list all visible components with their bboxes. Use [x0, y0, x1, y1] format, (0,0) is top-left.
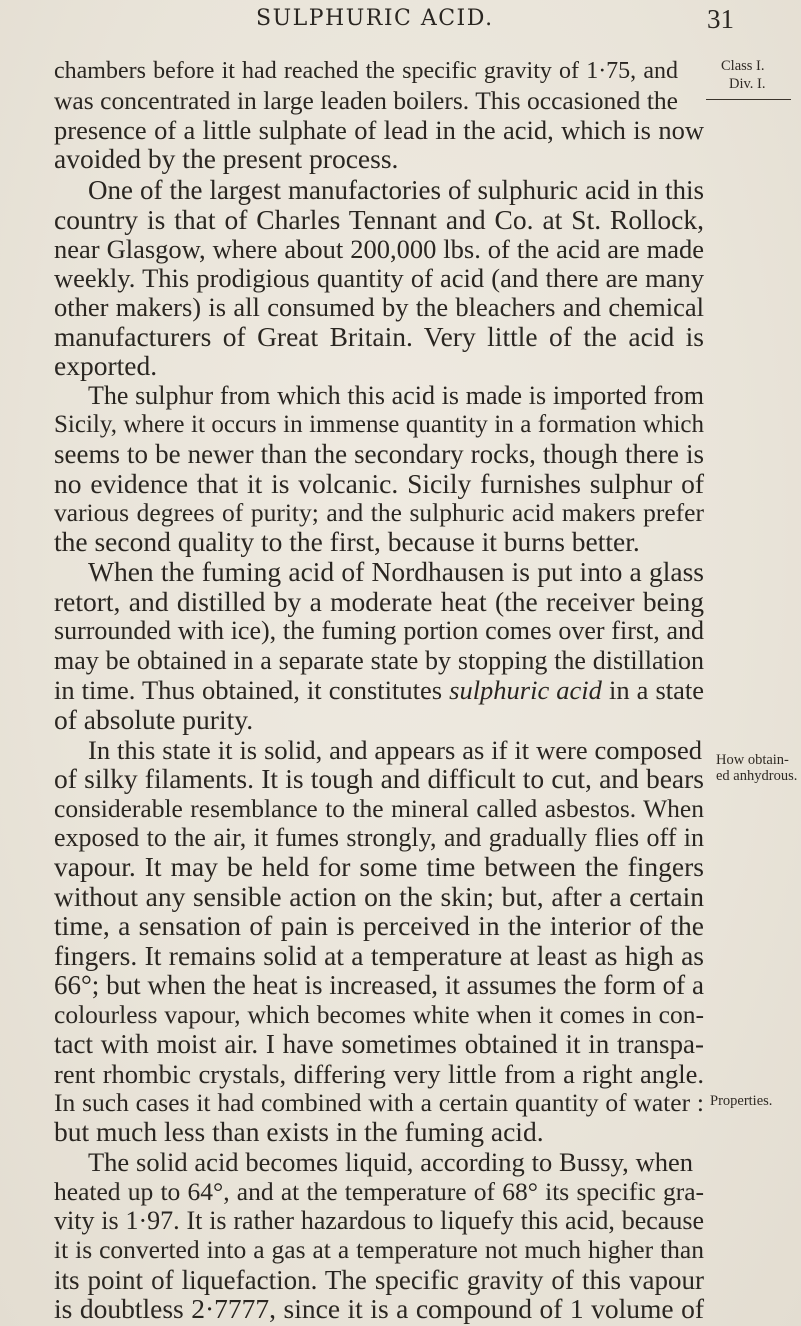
text-line — [54, 1059, 704, 1089]
text-line — [54, 764, 704, 794]
text-line — [54, 1000, 704, 1030]
text-line-content: manufacturers of Great Britain. Very little of the acid is — [54, 321, 704, 352]
margin-rule — [706, 99, 791, 100]
text-line-content: tact with moist air. I have sometimes obtained it in transpa- — [54, 1029, 704, 1059]
text-line — [54, 469, 704, 499]
text-line-content: its point of liquefaction. The specific gravity of this vapour — [54, 1265, 704, 1295]
text-line-content: retort, and distilled by a moderate heat (the receiver being — [54, 586, 704, 617]
text-line-content: When the fuming acid of Nordhausen is put into a glass — [88, 556, 704, 587]
text-line — [54, 1088, 704, 1118]
text-line-content: In this state it is solid, and appears as if it were composed — [88, 735, 702, 765]
text-line — [54, 205, 704, 235]
text-line — [54, 941, 704, 971]
text-line — [88, 175, 704, 205]
text-line-content: fingers. It remains solid at a temperature at least as high as — [54, 940, 704, 971]
running-title: SULPHURIC ACID. — [256, 6, 494, 31]
margin-note-class: Class I. — [721, 58, 765, 74]
text-line — [54, 616, 704, 646]
text-line — [88, 557, 704, 587]
text-line — [54, 439, 704, 469]
text-line-content: One of the largest manufactories of sulphuric acid in this — [88, 175, 704, 205]
text-line — [54, 794, 704, 824]
margin-note-properties: Properties. — [710, 1093, 773, 1109]
text-line — [54, 527, 640, 557]
text-line-content: surrounded with ice), the fuming portion comes over first, and — [54, 616, 704, 645]
text-line-content: in time. Thus obtained, it constitutes — [54, 675, 443, 705]
text-line-content: the second quality to the first, because it burns better. — [54, 526, 640, 557]
text-line-content: heated up to 64°, and at the temperature of 68° its specific gra- — [54, 1177, 704, 1206]
text-line-content: In such cases it had combined with a certain quantity of water : — [54, 1088, 704, 1117]
text-line-content: rent rhombic crystals, differing very little from a right angle. — [54, 1059, 704, 1089]
text-line — [54, 1235, 704, 1265]
text-line-content: of silky filaments. It is tough and difficult to cut, and bears — [54, 763, 704, 794]
text-line — [54, 646, 704, 676]
text-line-content: presence of a little sulphate of lead in the acid, which is now — [54, 115, 704, 145]
italic-term: sulphuric acid — [449, 675, 602, 705]
text-line — [54, 587, 704, 617]
text-line-content: near Glasgow, where about 200,000 lbs. of the acid are made — [54, 234, 704, 264]
text-line — [54, 1294, 704, 1324]
text-line — [54, 498, 704, 528]
text-line — [54, 115, 704, 145]
text-line — [54, 322, 704, 352]
text-line — [54, 823, 704, 853]
text-line-content: exported. — [54, 350, 158, 381]
text-line-content: Sicily, where it occurs in immense quantity in a formation which — [54, 411, 704, 438]
text-line-content: other makers) is all consumed by the bleachers and chemical — [54, 292, 704, 322]
text-line-content: seems to be newer than the secondary rocks, though there is — [54, 439, 704, 469]
text-line-content: without any sensible action on the skin; but, after a certain — [54, 881, 704, 912]
text-line — [54, 911, 704, 941]
text-line — [54, 1029, 704, 1059]
text-line-content: time, a sensation of pain is perceived in the interior of the — [54, 910, 704, 941]
text-line — [54, 675, 704, 705]
text-line — [88, 381, 704, 411]
text-line — [54, 882, 704, 912]
text-line-content: of absolute purity. — [54, 704, 254, 735]
text-line-content: but much less than exists in the fuming acid. — [54, 1116, 544, 1147]
text-line — [54, 1265, 704, 1295]
text-line-content: was concentrated in large leaden boilers. This occasioned the — [54, 86, 678, 115]
text-line — [54, 56, 678, 86]
text-line-content: considerable resemblance to the mineral called asbestos. When — [54, 794, 704, 823]
text-line-content: weekly. This prodigious quantity of acid (and there are many — [54, 263, 704, 293]
text-line — [54, 852, 704, 882]
text-line-content: it is converted into a gas at a temperature not much higher than — [54, 1235, 704, 1264]
text-line — [54, 1206, 704, 1236]
margin-note-how-obtained: How obtain- — [716, 752, 789, 768]
text-line-content: vity is 1·97. It is rather hazardous to liquefy this acid, because — [54, 1206, 704, 1235]
margin-note-anhydrous: ed anhydrous. — [716, 768, 798, 784]
text-line — [54, 234, 704, 264]
text-line-content: no evidence that it is volcanic. Sicily furnishes sulphur of — [54, 468, 704, 499]
text-line-content: The sulphur from which this acid is made is imported from — [88, 381, 704, 410]
text-line — [88, 735, 702, 765]
text-line-content: may be obtained in a separate state by stopping the distillation — [54, 646, 704, 675]
text-line-content: is doubtless 2·7777, since it is a compound of 1 volume of — [54, 1293, 704, 1324]
text-line-content: colourless vapour, which becomes white when it comes in con- — [54, 1000, 704, 1029]
text-line — [88, 1147, 693, 1177]
text-line — [54, 970, 704, 1000]
text-line — [54, 144, 398, 174]
text-line-content: avoided by the present process. — [54, 143, 399, 174]
text-line — [54, 292, 704, 322]
page-number: 31 — [707, 4, 734, 34]
text-line-content: The solid acid becomes liquid, according to Bussy, when — [88, 1147, 693, 1177]
text-line — [54, 410, 704, 440]
text-line-continuation: in a state — [608, 675, 705, 705]
text-line-content: country is that of Charles Tennant and Co. at St. Rollock, — [54, 204, 704, 235]
text-line — [54, 1117, 544, 1147]
text-line — [54, 351, 157, 381]
text-line — [54, 705, 253, 735]
text-line — [54, 1177, 704, 1207]
text-line-content: various degrees of purity; and the sulphuric acid makers prefer — [54, 498, 704, 527]
running-head — [0, 4, 801, 44]
text-line — [54, 86, 678, 116]
text-line-content: chambers before it had reached the specific gravity of 1·75, and — [54, 58, 678, 84]
text-line-content: 66°; but when the heat is increased, it assumes the form of a — [54, 970, 704, 1000]
text-line-content: vapour. It may be held for some time between the fingers — [54, 851, 704, 882]
margin-note-division: Div. I. — [729, 76, 766, 92]
text-line-content: exposed to the air, it fumes strongly, and gradually flies off in — [54, 823, 704, 852]
text-line — [54, 263, 704, 293]
